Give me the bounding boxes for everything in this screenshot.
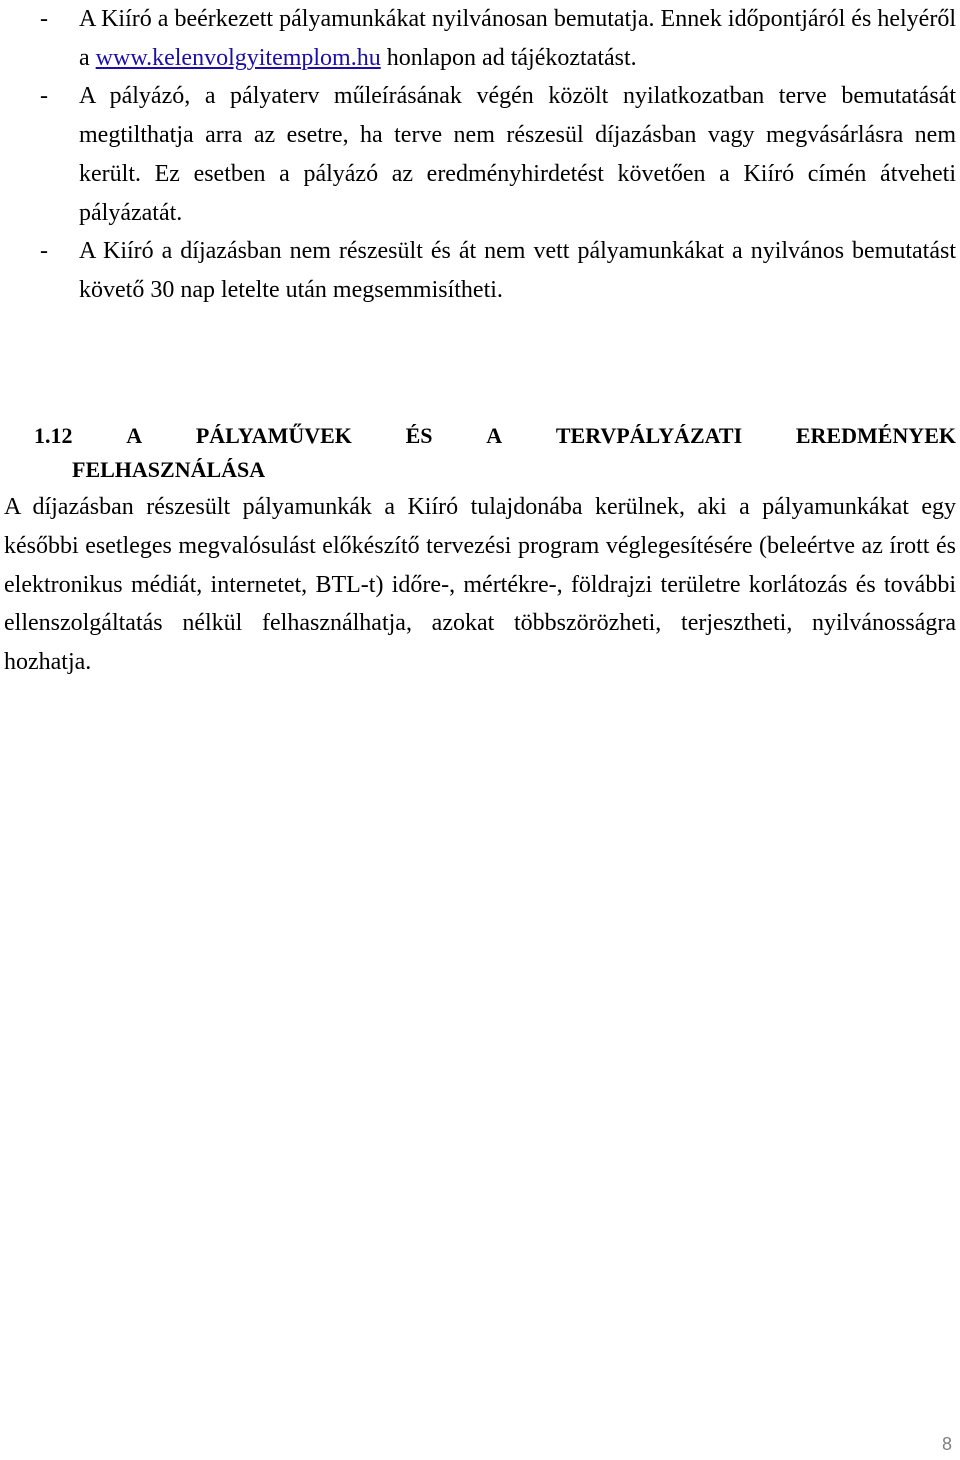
bullet-text: A pályázó, a pályaterv műleírásának végén közölt nyilatkozatban terve bemutatását megtilthatja arra az esetre, ha terve nem részesül díjazásban vagy megvásárlásra nem került. Ez esetben a pályázó az eredményhirdetést követően a Kiíró címén átveheti pályázatát. [79, 83, 956, 226]
section-body-paragraph: A díjazásban részesült pályamunkák a Kiíró tulajdonába kerülnek, aki a pályamunkákat egy későbbi esetleges megvalósulást előkészítő tervezési program véglegesítésére (beleértve az írott és elektronikus médiát, internetet, BTL-t) időre-, mértékre-, földrajzi területre korlátozás és további ellenszolgáltatás nélkül felhasználhatja, azokat többszörözheti, terjesztheti, nyilvánosságra hozhatja. [4, 494, 956, 676]
heading-word: A [486, 423, 503, 448]
bullet-dash: - [40, 83, 48, 110]
bullet-text-after-link: honlapon ad tájékoztatást. [380, 44, 637, 71]
bullet-dash: - [40, 238, 48, 265]
bullet-item-exhibition [0, 0, 960, 77]
section-heading-line2: FELHASZNÁLÁSA [72, 457, 266, 482]
heading-word: PÁLYAMŰVEK [195, 423, 352, 448]
bullet-text [79, 0, 956, 77]
heading-word: TERVPÁLYÁZATI [555, 423, 743, 448]
bullet-item-destruction [0, 232, 960, 309]
bullet-text: A Kiíró a díjazásban nem részesült és át nem vett pályamunkákat a nyilvános bemutatást követő 30 nap letelte után megsemmisítheti. [79, 238, 956, 303]
bullet-dash: - [40, 6, 48, 32]
heading-word: EREDMÉNYEK [795, 423, 956, 448]
heading-word: A [126, 423, 143, 448]
heading-word: ÉS [405, 423, 433, 448]
heading-word: 1.12 [34, 423, 73, 448]
website-link[interactable]: www.kelenvolgyitemplom.hu [95, 44, 381, 71]
section-heading [0, 419, 960, 487]
bullet-text-before-link: A Kiíró a beérkezett pályamunkákat nyilvánosan bemutatja. Ennek időpontjáról és helyéről a [79, 6, 956, 71]
page-number: 8 [941, 1434, 952, 1454]
bullet-item-prohibition [0, 77, 960, 232]
section-heading-line1 [0, 419, 960, 453]
bullet-list [0, 0, 960, 310]
